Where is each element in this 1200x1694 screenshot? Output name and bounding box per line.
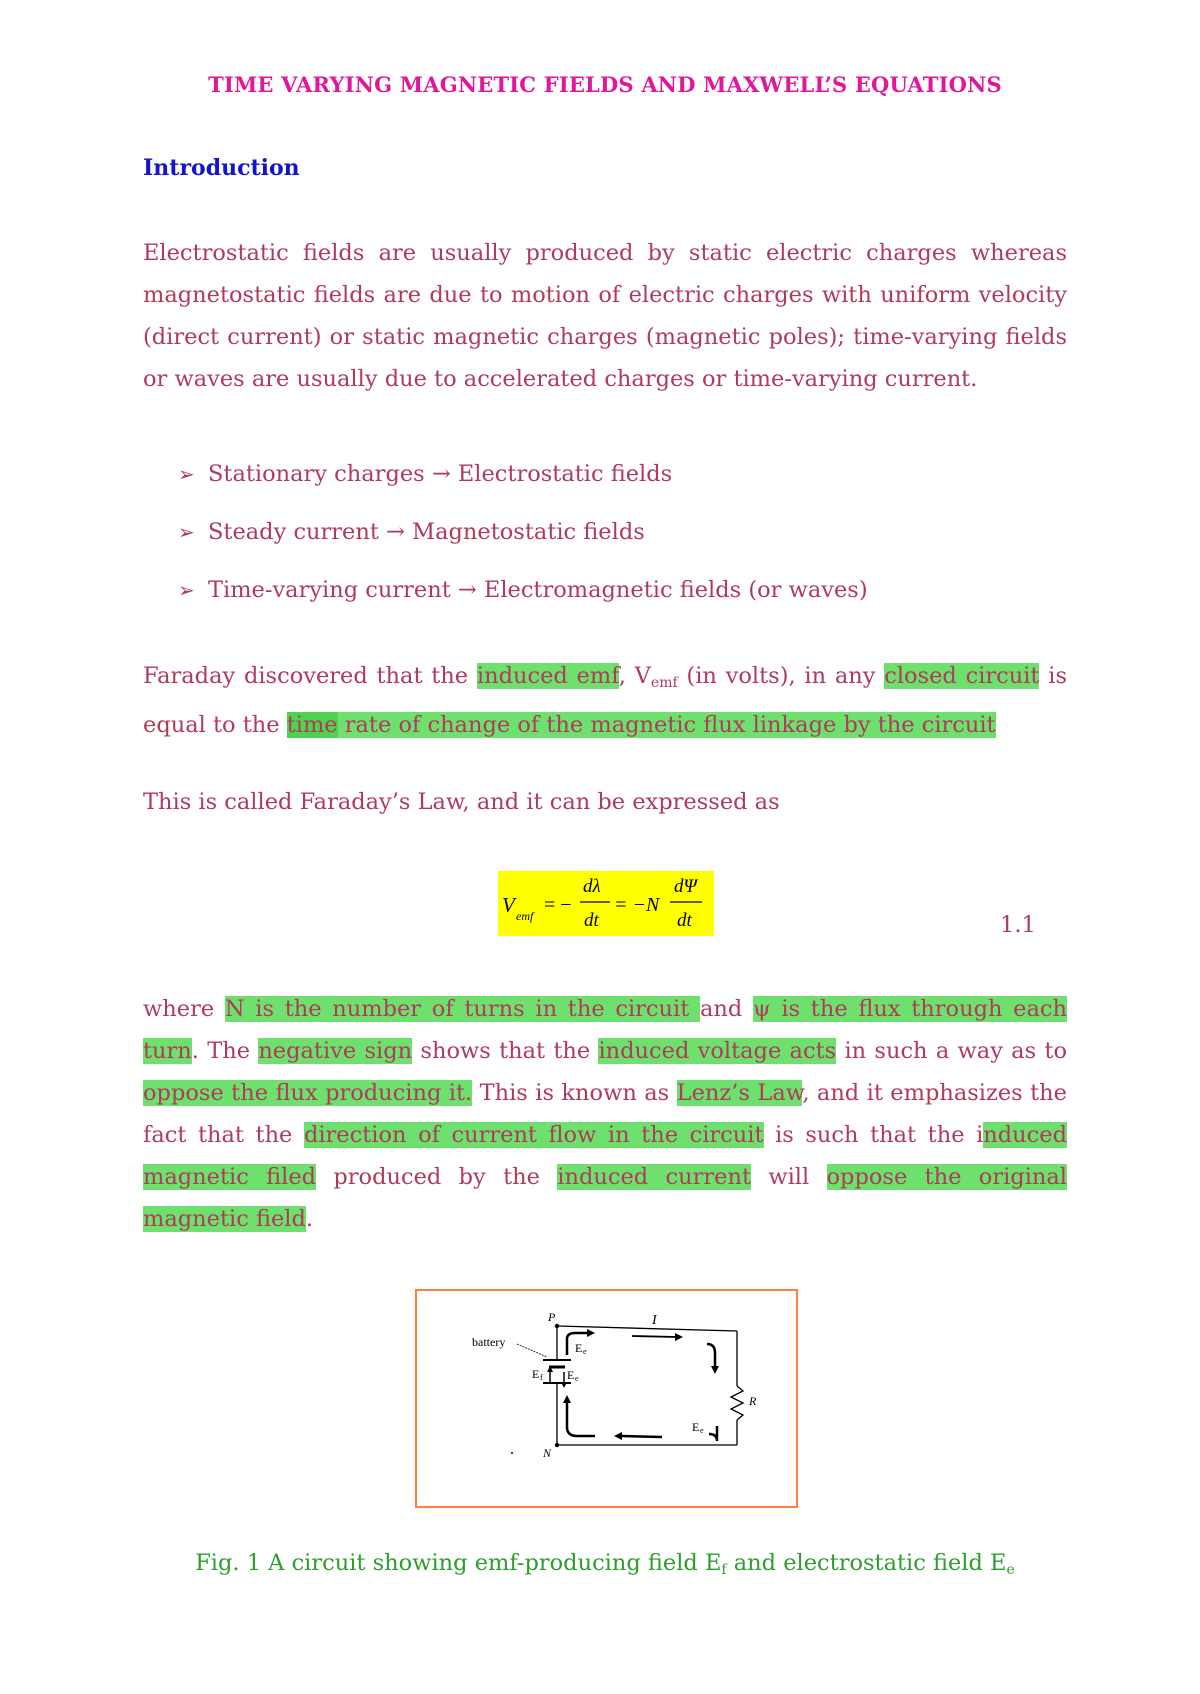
bullet-item — [178, 561, 868, 619]
intro-paragraph: Electrostatic fields are usually produced by static electric charges whereas magnetostatic fields are due to motion of electric charges with uniform velocity (direct current) or static magnetic charges (magnetic poles); time-varying fields or waves are usually due to accelerated charges or time-varying current. — [143, 240, 1067, 392]
caption-text: and electrostatic field E — [726, 1550, 1007, 1576]
subscript-emf: emf — [650, 675, 678, 691]
label-ee-bottom-sub: e — [700, 1426, 704, 1435]
label-ee-battery: E — [567, 1368, 575, 1382]
text-run: and — [699, 996, 753, 1022]
bullet-text: Time-varying current → Electromagnetic fields (or waves) — [208, 577, 868, 603]
resistor-icon — [731, 1386, 743, 1420]
text-run: (in volts), in any — [677, 663, 885, 689]
battery-leader-line — [517, 1344, 547, 1357]
text-run: . The — [191, 1038, 259, 1064]
equation-num-2: dΨ — [674, 876, 697, 897]
arrowhead-icon — [711, 1366, 719, 1374]
field-arrow-ee-bottom — [622, 1436, 662, 1437]
label-ee-top: E — [575, 1341, 583, 1355]
dot — [511, 1452, 513, 1454]
highlight-induced-field: nduced magnetic filed — [143, 1122, 1067, 1190]
text-run: , and it emphasizes the fact that the — [143, 1080, 1067, 1148]
bullet-item — [178, 503, 868, 561]
highlight-flux-per-turn: ψ is the flux through each turn — [143, 996, 1068, 1064]
document-title: TIME VARYING MAGNETIC FIELDS AND MAXWELL’S EQUATIONS — [208, 72, 1002, 97]
caption-sub-e: e — [1006, 1562, 1015, 1578]
caption-sub-f: f — [721, 1562, 727, 1578]
caption-text: Fig. 1 A circuit showing emf-producing field E — [195, 1550, 722, 1576]
arrowhead-icon — [561, 1382, 567, 1388]
highlight-current-direction: direction of current flow in the circuit — [303, 1122, 764, 1148]
equation-v: V — [502, 893, 515, 917]
highlight-lenz-law: Lenz’s Law — [676, 1080, 803, 1106]
label-n: N — [543, 1446, 552, 1460]
arrowhead-icon — [587, 1329, 595, 1337]
label-ef: E — [532, 1367, 540, 1381]
law-intro: This is called Faraday’s Law, and it can be expressed as — [143, 789, 780, 815]
field-arrow-ee-bottom-right — [709, 1426, 717, 1441]
node-p — [555, 1324, 559, 1328]
highlight-induced-emf: induced emf — [476, 663, 619, 689]
bullet-item — [178, 445, 868, 503]
highlight-induced-voltage: induced voltage acts — [598, 1038, 837, 1064]
text-run: Faraday discovered that the — [143, 663, 477, 689]
text-run: where — [143, 996, 225, 1022]
current-arrow — [632, 1336, 677, 1337]
figure-frame — [415, 1289, 798, 1508]
equation-den-1: dt — [584, 910, 599, 931]
text-run: , V — [618, 663, 651, 689]
highlight-induced-current: induced current — [557, 1164, 751, 1190]
label-ee-bottom: E — [692, 1420, 700, 1434]
highlight-n-turns: N is the number of turns in the circuit — [224, 996, 700, 1022]
highlight-closed-circuit: closed circuit — [884, 663, 1040, 689]
arrowhead-bullet-icon: ➢ — [178, 520, 195, 544]
arrowhead-icon — [614, 1432, 622, 1440]
equation-sub-emf: emf — [516, 909, 534, 923]
field-arrow-ee-right — [707, 1344, 715, 1366]
equation-equals-2: = −N — [614, 894, 660, 916]
arrowhead-bullet-icon: ➢ — [178, 462, 195, 486]
highlight-negative-sign: negative sign — [258, 1038, 413, 1064]
text-run: in such a way as to — [836, 1038, 1068, 1064]
label-battery: battery — [472, 1335, 506, 1349]
text-run: This is known as — [472, 1080, 677, 1106]
faraday-paragraph — [143, 655, 1067, 746]
arrowhead-icon — [563, 1395, 571, 1403]
faraday-equation — [498, 871, 714, 936]
equation-num-1: dλ — [583, 876, 601, 897]
label-p: P — [548, 1310, 556, 1324]
label-ee-top-sub: e — [583, 1347, 587, 1356]
text-run: shows that the — [412, 1038, 599, 1064]
text-run: will — [750, 1164, 827, 1190]
arrowhead-icon — [675, 1333, 683, 1341]
equation-graphic — [498, 871, 714, 936]
highlight-rate-of-change: rate of change of the magnetic flux linkage by the circuit — [337, 712, 996, 738]
node-n — [555, 1443, 559, 1447]
circuit-diagram — [417, 1291, 796, 1506]
section-heading: Introduction — [143, 155, 300, 181]
bullet-text: Steady current → Magnetostatic fields — [208, 519, 645, 545]
equation-den-2: dt — [677, 910, 692, 931]
label-ee-battery-sub: e — [575, 1374, 579, 1383]
label-ef-sub: f — [540, 1373, 543, 1382]
text-run: . — [305, 1206, 314, 1232]
bullet-list — [178, 445, 868, 619]
label-r: R — [749, 1394, 757, 1408]
highlight-oppose-original: oppose the original magnetic field — [143, 1164, 1067, 1232]
bullet-text: Stationary charges → Electrostatic fields — [208, 461, 673, 487]
equation-number: 1.1 — [1000, 912, 1036, 938]
figure-caption — [0, 1550, 1200, 1578]
field-arrow-ee-left — [567, 1403, 595, 1436]
highlight-time: time — [286, 712, 338, 738]
arrowhead-bullet-icon: ➢ — [178, 578, 195, 602]
equation-equals-1: = − — [544, 894, 572, 916]
lenz-paragraph — [143, 988, 1067, 1240]
label-current-i: I — [652, 1313, 657, 1328]
text-run: produced by the — [316, 1164, 558, 1190]
wire-top — [557, 1326, 737, 1331]
text-run: is equal to the — [143, 663, 1067, 738]
highlight-oppose-flux: oppose the flux producing it. — [143, 1080, 473, 1106]
text-run: is such that the i — [763, 1122, 984, 1148]
